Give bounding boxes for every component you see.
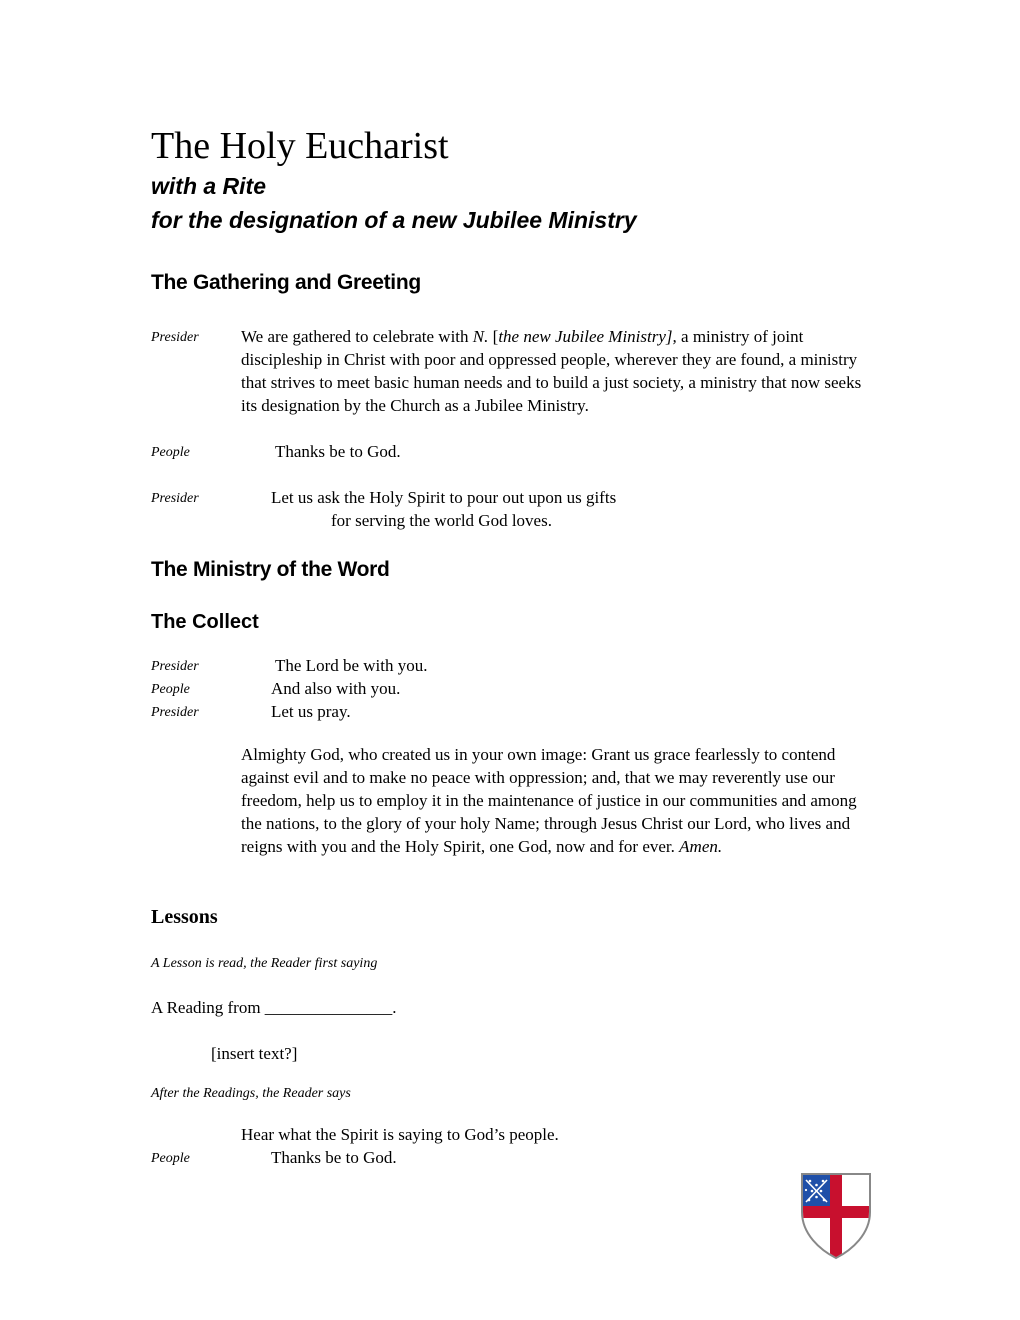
subtitle-line-1: with a Rite — [151, 173, 267, 199]
heading-gathering: The Gathering and Greeting — [151, 271, 421, 294]
presider-line: Let us ask the Holy Spirit to pour out upon us gifts — [271, 488, 617, 507]
presider-greeting-text — [241, 325, 869, 417]
role-presider: Presider — [151, 659, 199, 674]
dialogue-text: And also with you. — [271, 679, 401, 698]
rubric-reader-saying: A Lesson is read, the Reader first saying — [151, 956, 378, 971]
collect-amen: Amen. — [679, 837, 723, 856]
role-presider: Presider — [151, 330, 199, 345]
heading-ministry-of-word: The Ministry of the Word — [151, 558, 390, 581]
role-people: People — [151, 445, 190, 460]
episcopal-shield-icon — [800, 1172, 872, 1260]
reader-response: Hear what the Spirit is saying to God’s people. — [241, 1125, 559, 1144]
role-presider: Presider — [151, 705, 199, 720]
people-response: Thanks be to God. — [271, 1148, 397, 1167]
greeting-ministry-placeholder: the new Jubilee Ministry], — [498, 327, 677, 346]
subtitle-line-2: for the designation of a new Jubilee Ministry — [151, 207, 637, 233]
dialogue-text: Let us pray. — [271, 702, 351, 721]
rubric-after-readings: After the Readings, the Reader says — [151, 1086, 351, 1101]
greeting-text-part: We are gathered to celebrate with — [241, 327, 473, 346]
dialogue-text: The Lord be with you. — [275, 656, 428, 675]
greeting-text-part: [ — [488, 327, 499, 346]
collect-prayer — [241, 743, 863, 858]
greeting-text-part: a ministry of joint discipleship in Christ with poor and oppressed people, wherever they are found, a ministry that strives to meet basic human needs and to build a just society, a ministry that now seeks its designation by the Church as a Jubilee Ministry. — [241, 327, 862, 415]
heading-collect: The Collect — [151, 611, 259, 633]
presider-line-continued: for serving the world God loves. — [331, 511, 552, 530]
people-response: Thanks be to God. — [275, 442, 401, 461]
heading-lessons: Lessons — [151, 906, 218, 928]
reading-from-line: A Reading from _______________. — [151, 998, 397, 1017]
role-people: People — [151, 1151, 190, 1166]
insert-text-placeholder: [insert text?] — [211, 1044, 298, 1063]
role-people: People — [151, 682, 190, 697]
greeting-name-placeholder: N. — [472, 327, 489, 346]
role-presider: Presider — [151, 491, 199, 506]
collect-text: Almighty God, who created us in your own image: Grant us grace fearlessly to contend against evil and to make no peace with oppression; and, that we may reverently use our freedom, help us to employ it in the maintenance of justice in our communities and among the nations, to the glory of your holy Name; through Jesus Christ our Lord, who lives and reigns with you and the Holy Spirit, one God, now and for ever. — [241, 745, 857, 856]
document-title: The Holy Eucharist — [151, 125, 449, 167]
